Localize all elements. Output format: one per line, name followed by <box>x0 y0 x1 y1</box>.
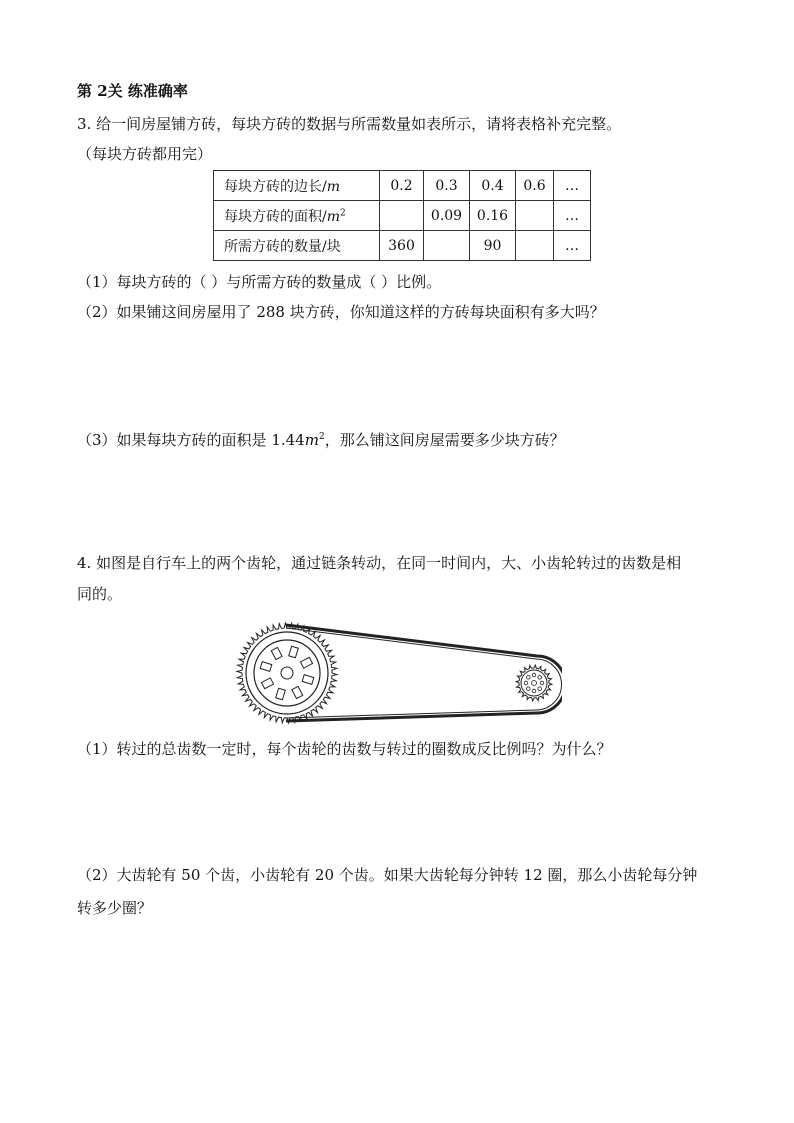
question-3-part-3: （3）如果每块方砖的面积是 $1.44m^2$，那么铺这间房屋需要多少块方砖？ <box>77 431 565 449</box>
question-3-note: （每块方砖都用完） <box>77 145 213 163</box>
table-cell <box>424 231 470 261</box>
row-label-side-length: 每块方砖的边长/m <box>214 171 380 201</box>
table-cell: 0.2 <box>380 171 424 201</box>
question-3-part-1: （1）每块方砖的（ ）与所需方砖的数量成（ ）比例。 <box>77 273 442 291</box>
table-row <box>214 171 591 201</box>
table-cell: 0.4 <box>470 171 516 201</box>
table-cell: 0.6 <box>516 171 554 201</box>
row-label-area: 每块方砖的面积$/m^2$ <box>214 201 380 231</box>
question-4-part-2-line-1: （2）大齿轮有 50 个齿，小齿轮有 20 个齿。如果大齿轮每分钟转 12 圈，那么小齿轮每分钟 <box>77 866 698 884</box>
table-cell: 360 <box>380 231 424 261</box>
question-3-part-2: （2）如果铺这间房屋用了 288 块方砖，你知道这样的方砖每块面积有多大吗？ <box>77 303 605 321</box>
question-4-part-2-line-2: 转多少圈？ <box>77 899 153 917</box>
chain-drive <box>286 625 562 721</box>
table-cell: 0.09 <box>424 201 470 231</box>
table-cell: 90 <box>470 231 516 261</box>
table-cell: … <box>554 231 591 261</box>
bicycle-gears-diagram <box>232 618 562 728</box>
table-cell <box>380 201 424 231</box>
table-cell: 0.3 <box>424 171 470 201</box>
section-title: 第 2关 练准确率 <box>77 82 188 100</box>
question-4-intro-line-2: 同的。 <box>77 585 123 603</box>
small-gear-icon <box>516 665 552 701</box>
table-row <box>214 231 591 261</box>
table-cell <box>516 201 554 231</box>
row-label-quantity: 所需方砖的数量/块 <box>214 231 380 261</box>
table-row <box>214 201 591 231</box>
table-cell: … <box>554 171 591 201</box>
tile-data-table <box>213 170 591 261</box>
table-cell: 0.16 <box>470 201 516 231</box>
question-4-part-1: （1）转过的总齿数一定时，每个齿轮的齿数与转过的圈数成反比例吗？为什么？ <box>77 740 612 758</box>
question-3-intro: 3. 给一间房屋铺方砖，每块方砖的数据与所需数量如表所示，请将表格补充完整。 <box>77 115 622 133</box>
table-cell: … <box>554 201 591 231</box>
large-gear-icon <box>237 623 337 723</box>
question-4-intro-line-1: 4. 如图是自行车上的两个齿轮，通过链条转动，在同一时间内，大、小齿轮转过的齿数是相 <box>77 554 682 572</box>
table-cell <box>516 231 554 261</box>
